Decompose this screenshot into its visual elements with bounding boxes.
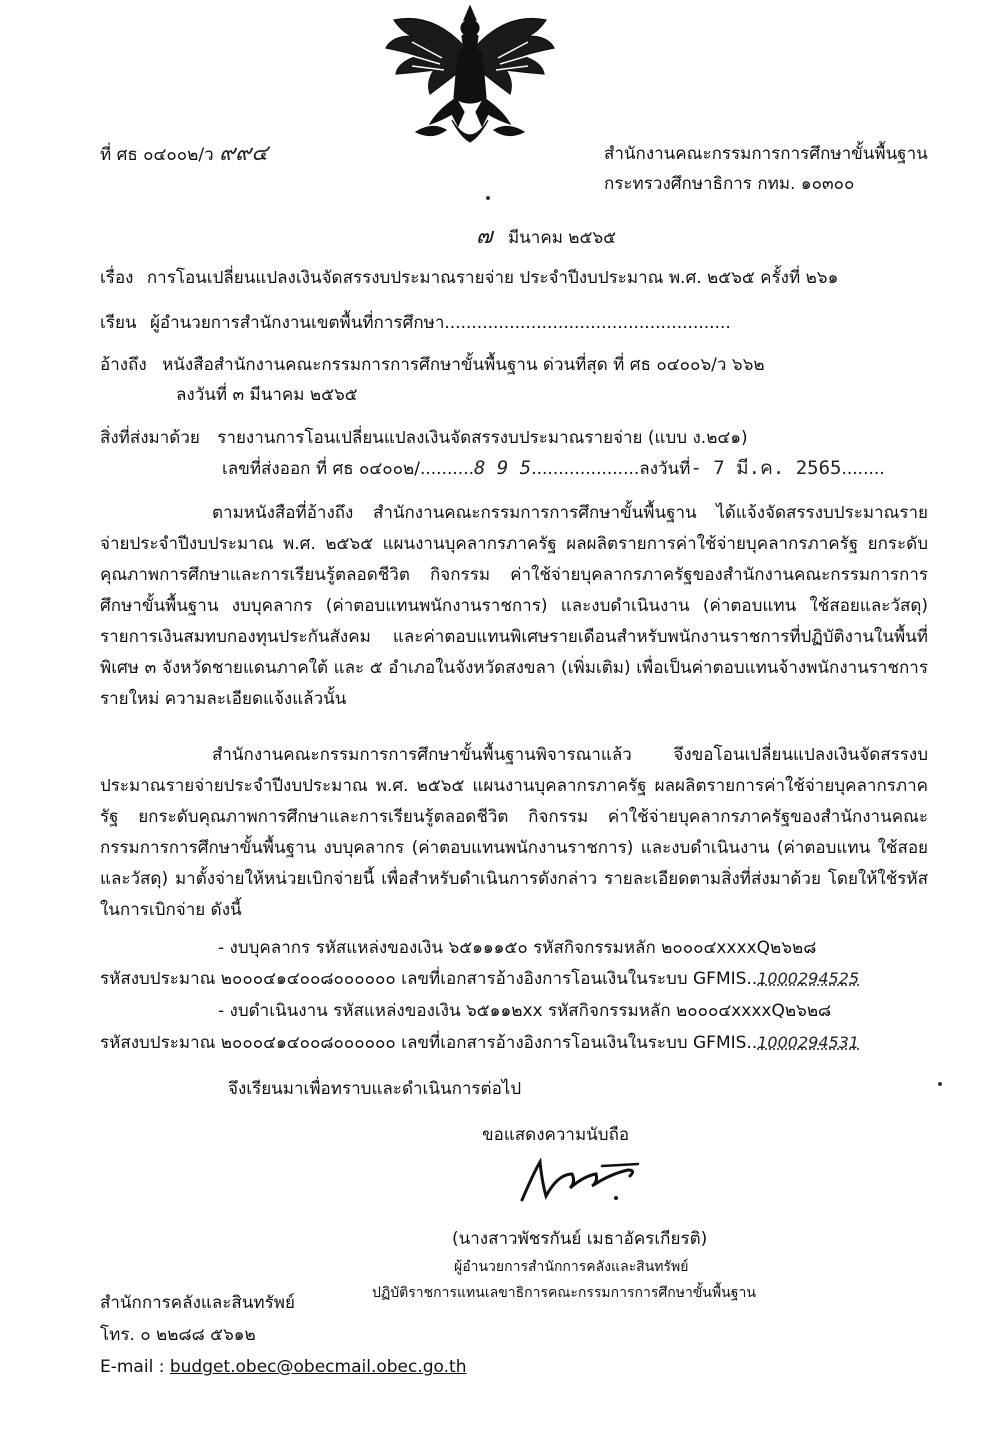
subject-label: เรื่อง — [100, 268, 134, 288]
signatory-name: (นางสาวพัชรกันย์ เมธาอัครเกียรติ) — [452, 1229, 708, 1249]
item-1-gfmis-number: 1000294525 — [757, 969, 860, 988]
doc-number-handwritten: ๙๙๔ — [219, 141, 268, 166]
item-2-budget-code: รหัสงบประมาณ ๒๐๐๐๔๑๔๐๐๘๐๐๐๐๐๐ เลขที่เอกสารอ้างอิงการโอนเงินในระบบ GFMIS.. — [100, 1033, 758, 1053]
subject-line — [100, 265, 838, 291]
subject-text: การโอนเปลี่ยนแปลงเงินจัดสรรงบประมาณรายจ่าย ประจำปีงบประมาณ พ.ศ. ๒๕๖๕ ครั้งที่ ๒๖๑ — [146, 268, 839, 288]
enclosure-label: สิ่งที่ส่งมาด้วย — [100, 428, 200, 448]
reference-text-2: ลงวันที่ ๓ มีนาคม ๒๕๖๕ — [176, 385, 358, 405]
letter-date — [476, 224, 616, 251]
outgoing-number: 8 9 5 — [474, 457, 532, 479]
item-1-budget-code: รหัสงบประมาณ ๒๐๐๐๔๑๔๐๐๘๐๐๐๐๐๐ เลขที่เอกสารอ้างอิงการโอนเงินในระบบ GFMIS.. — [100, 969, 758, 989]
date-text: มีนาคม ๒๕๖๕ — [507, 228, 617, 248]
recipient-label: เรียน — [100, 313, 137, 333]
office-name: สำนักงานคณะกรรมการการศึกษาขั้นพื้นฐาน — [604, 144, 928, 164]
footer-email-line — [100, 1354, 466, 1380]
doc-number — [100, 141, 268, 168]
reference-label: อ้างถึง — [100, 355, 147, 375]
item-2-line-1: - งบดำเนินงาน รหัสแหล่งของเงิน ๖๕๑๑๒xx รหัสกิจกรรมหลัก ๒๐๐๐๔xxxxQ๒๖๒๘ — [218, 1001, 832, 1021]
date-handwritten: ๗ — [476, 224, 493, 249]
outgoing-date-label: ลงวันที่ — [639, 459, 691, 479]
signatory-title-2: ปฏิบัติราชการแทนเลขาธิการคณะกรรมการการศึกษาขั้นพื้นฐาน — [372, 1285, 756, 1301]
outgoing-dots-2: .................... — [531, 459, 640, 479]
enclosure-line — [100, 425, 748, 451]
outgoing-number-line — [222, 455, 885, 482]
item-2-gfmis-number: 1000294531 — [757, 1033, 860, 1052]
footer-department: สำนักการคลังและสินทรัพย์ — [100, 1293, 295, 1313]
handwritten-signature — [512, 1152, 652, 1212]
reference-line-1 — [100, 352, 765, 378]
stamped-date: - 7 มี.ค. 2565 — [690, 457, 842, 479]
body-paragraph-2: สำนักงานคณะกรรมการการศึกษาขั้นพื้นฐานพิจารณาแล้ว จึงขอโอนเปลี่ยนแปลงเงินจัดสรรงบประมาณรายจ่ายประจำปีงบประมาณ พ.ศ. ๒๕๖๕ แผนงานบุคลากรภาครัฐ ผลผลิตรายการค่าใช้จ่ายบุคลากรภาครัฐ ยกระดับคุณภาพการศึกษาและการเรียนรู้ตลอดชีวิต กิจกรรม ค่าใช้จ่ายบุคลากรภาครัฐของสำนักงานคณะกรรมการการศึกษาขั้นพื้นฐาน งบบุคลากร (ค่าตอบแทนพนักงานราชการ) และงบดำเนินงาน (ค่าตอบแทน ใช้สอยและวัสดุ) มาตั้งจ่ายให้หน่วยเบิกจ่ายนี้ เพื่อสำหรับดำเนินการดังกล่าว รายละเอียดตามสิ่งที่ส่งมาด้วย โดยให้ใช้รหัสในการเบิกจ่าย ดังนี้ — [100, 745, 928, 920]
office-address: กระทรวงศึกษาธิการ กทม. ๑๐๓๐๐ — [604, 174, 855, 194]
footer-email-label: E-mail : — [100, 1357, 170, 1377]
body-paragraph-1: ตามหนังสือที่อ้างถึง สำนักงานคณะกรรมการการศึกษาขั้นพื้นฐาน ได้แจ้งจัดสรรงบประมาณรายจ่ายประจำปีงบประมาณ พ.ศ. ๒๕๖๕ แผนงานบุคลากรภาครัฐ ผลผลิตรายการค่าใช้จ่ายบุคลากรภาครัฐ ยกระดับคุณภาพการศึกษาและการเรียนรู้ตลอดชีวิต กิจกรรม ค่าใช้จ่ายบุคลากรภาครัฐของสำนักงานคณะกรรมการการศึกษาขั้นพื้นฐาน งบบุคลากร (ค่าตอบแทนพนักงานราชการ) และงบดำเนินงาน (ค่าตอบแทน ใช้สอยและวัสดุ) รายการเงินสมทบกองทุนประกันสังคม และค่าตอบแทนพิเศษรายเดือนสำหรับพนักงานราชการที่ปฏิบัติงานในพื้นที่พิเศษ ๓ จังหวัดชายแดนภาคใต้ และ ๕ อำเภอในจังหวัดสงขลา (เพิ่มเติม) เพื่อเป็นค่าตอบแทนจ้างพนักงานราชการรายใหม่ ความละเอียดแจ้งแล้วนั้น — [100, 503, 928, 709]
outgoing-dots-3: ........ — [841, 459, 885, 479]
outgoing-dots-1: .......... — [419, 459, 475, 479]
item-1-line-2 — [100, 966, 859, 992]
signatory-title-1: ผู้อำนวยการสำนักการคลังและสินทรัพย์ — [454, 1259, 689, 1275]
closing-text: จึงเรียนมาเพื่อทราบและดำเนินการต่อไป — [228, 1079, 522, 1099]
doc-number-prefix: ที่ ศธ ๐๔๐๐๒/ว — [100, 145, 214, 165]
outgoing-prefix: เลขที่ส่งออก ที่ ศธ ๐๔๐๐๒/ — [222, 459, 420, 479]
recipient-line — [100, 310, 731, 336]
recipient-text: ผู้อำนวยการสำนักงานเขตพื้นที่การศึกษา..................................................... — [149, 313, 731, 333]
garuda-emblem-icon — [372, 2, 568, 152]
scan-mark — [486, 196, 490, 200]
enclosure-text: รายงานการโอนเปลี่ยนแปลงเงินจัดสรรงบประมาณรายจ่าย (แบบ ง.๒๔๑) — [217, 428, 748, 448]
footer-email-link[interactable]: budget.obec@obecmail.obec.go.th — [169, 1357, 467, 1377]
reference-text-1: หนังสือสำนักงานคณะกรรมการการศึกษาขั้นพื้นฐาน ด่วนที่สุด ที่ ศธ ๐๔๐๐๖/ว ๖๖๒ — [162, 355, 765, 375]
scan-mark-right — [938, 1082, 942, 1086]
item-2-line-2 — [100, 1030, 859, 1056]
footer-phone: โทร. ๐ ๒๒๘๘ ๕๖๑๒ — [100, 1325, 256, 1345]
regards-text: ขอแสดงความนับถือ — [482, 1125, 630, 1145]
item-1-line-1: - งบบุคลากร รหัสแหล่งของเงิน ๖๕๑๑๑๕๐ รหัสกิจกรรมหลัก ๒๐๐๐๔xxxxQ๒๖๒๘ — [218, 938, 817, 958]
